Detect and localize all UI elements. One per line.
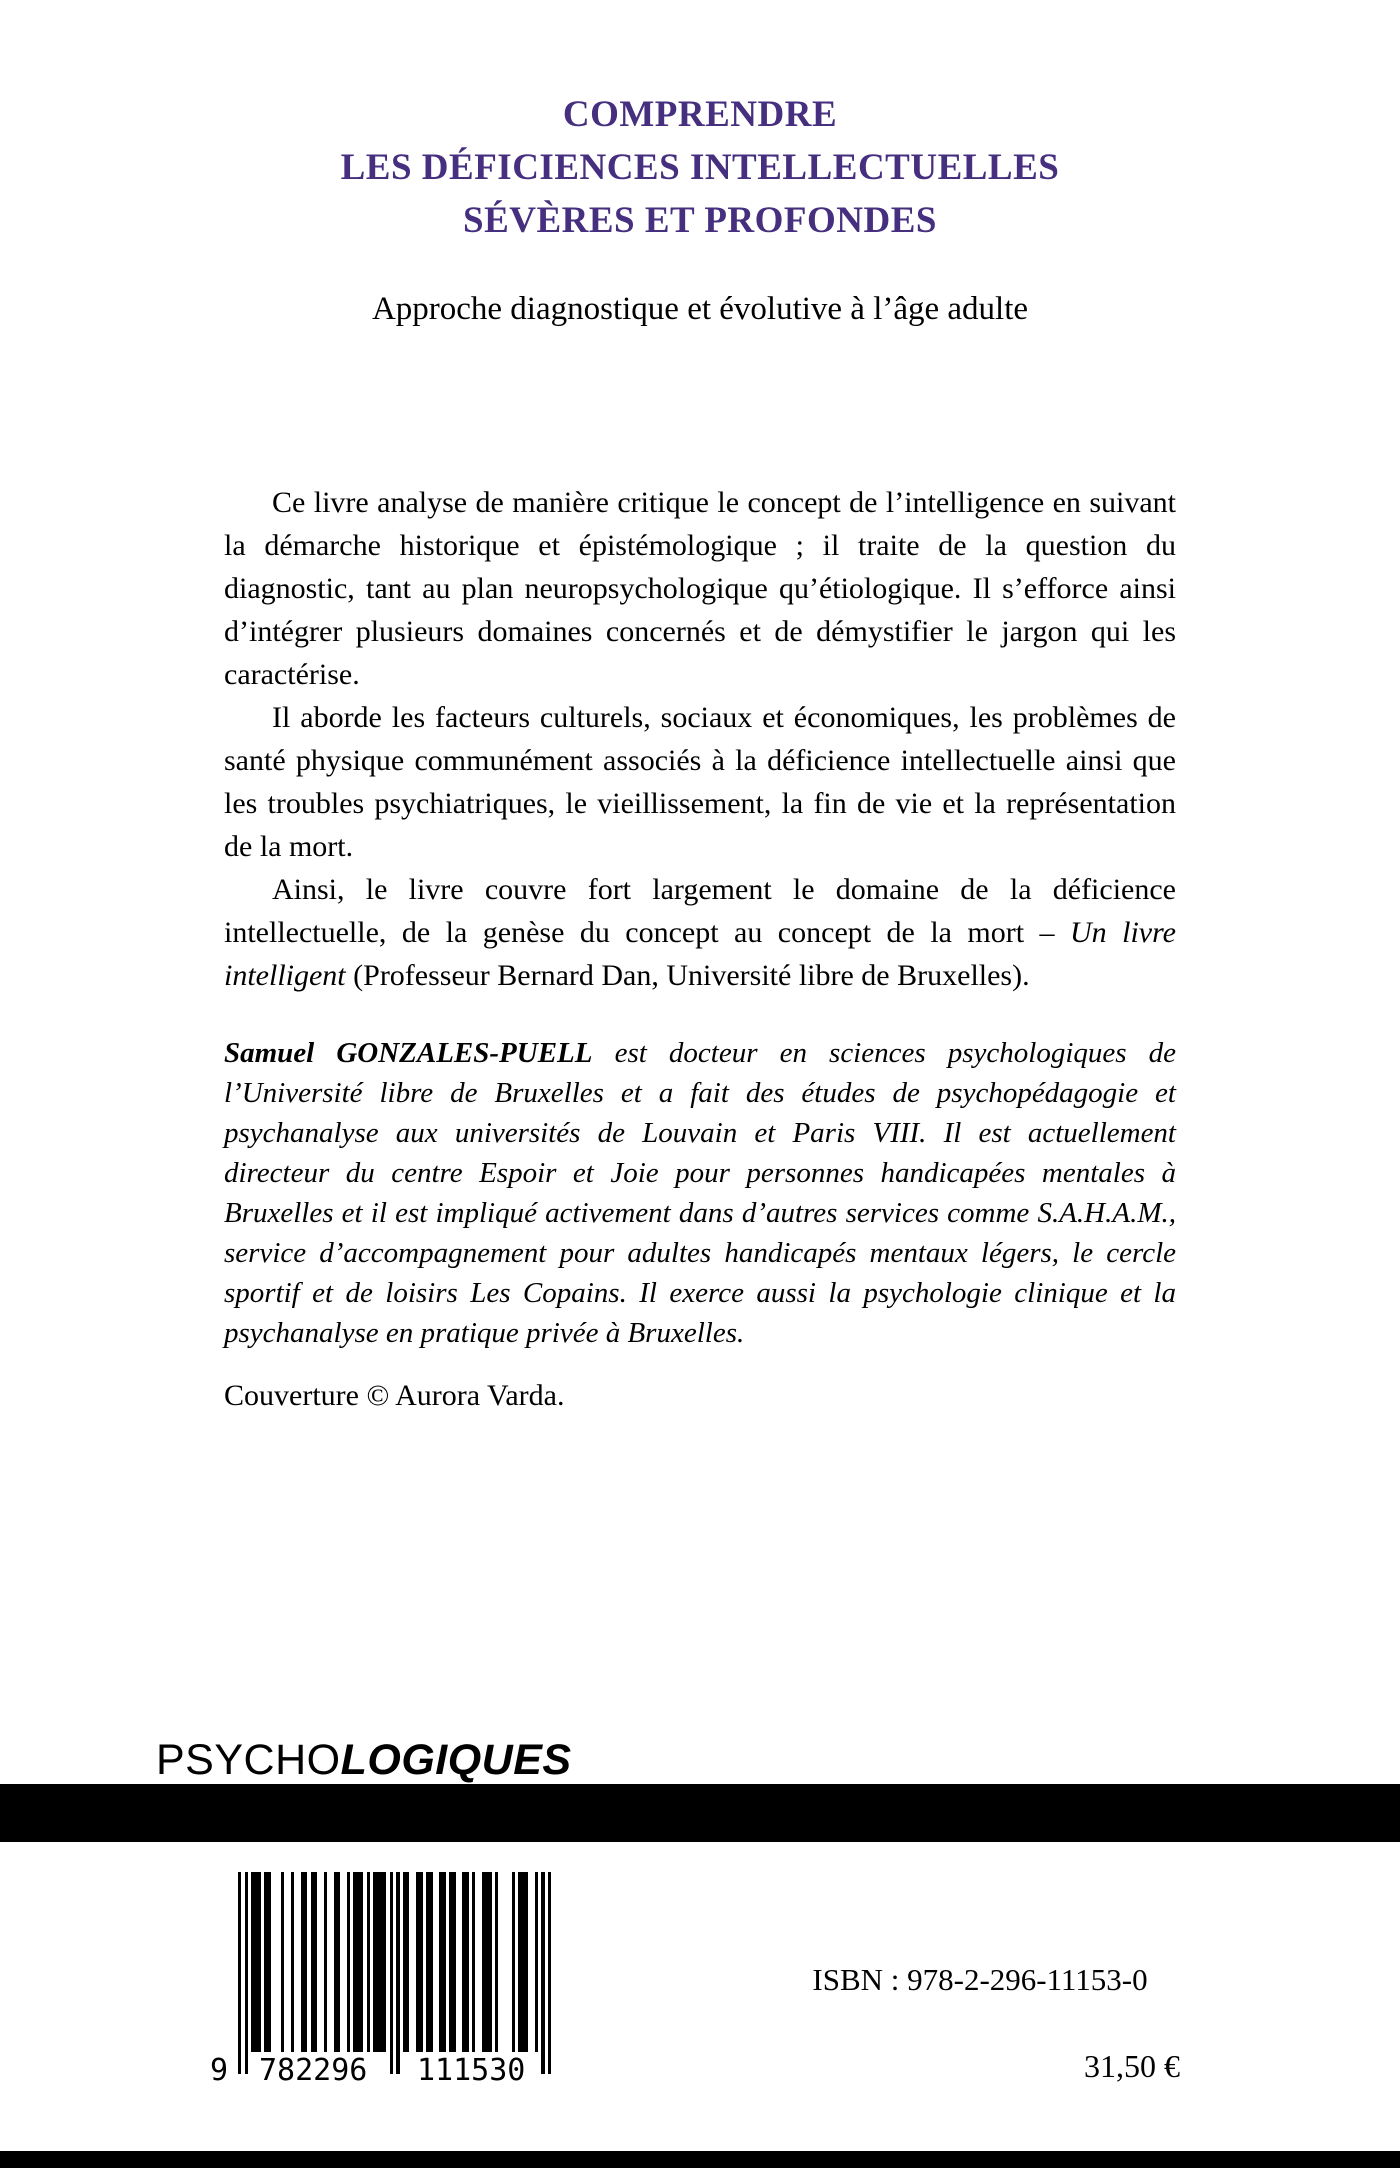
collection-logo-logiques: LOGIQUES: [340, 1736, 572, 1784]
barcode-digits: [210, 2052, 552, 2092]
price-text: 31,50 €: [1084, 2048, 1180, 2084]
barcode-digit-group1: 782296: [256, 2054, 370, 2088]
synopsis-paragraph-3-quote-title: Un livre intelligent: [224, 916, 1177, 992]
author-name: Samuel GONZALES-PUELL: [224, 1037, 593, 1069]
synopsis-paragraph-3-text: Ainsi, le livre couvre fort largement le domaine de la déficience intellectuelle, de la genèse du concept au concept de la mort –: [224, 873, 1176, 949]
horizontal-black-band: [0, 1784, 1400, 1842]
author-bio-text: est docteur en sciences psychologiques de l’Université libre de Bruxelles et a fait des études de psychopédagogie et psychanalyse aux universités de Louvain et Paris VIII. Il est actuellement directeur du centre Espoir et Joie pour personnes handicapées mentales à Bruxelles et il est impliqué activement dans d’autres services comme S.A.H.A.M., service d’accompagnement pour adultes handicapés mentaux légers, le cercle sportif et de loisirs Les Copains. Il exerce aussi la psychologie clinique et la psychanalyse en pratique privée à Bruxelles.: [224, 1037, 1176, 1349]
barcode-digit-first: 9: [210, 2053, 229, 2088]
synopsis: [224, 481, 1176, 997]
book-subtitle: Approche diagnostique et évolutive à l’âge adulte: [371, 291, 1029, 327]
author-bio: [224, 1033, 1176, 1353]
book-title-line1: COMPRENDRE: [562, 94, 838, 135]
cover-text-column: [224, 0, 1176, 1413]
ean13-barcode: [210, 1872, 552, 2102]
book-title-line3: SÉVÈRES ET PROFONDES: [463, 200, 937, 241]
barcode-digit-group2: 111530: [414, 2054, 528, 2088]
synopsis-paragraph-3-attribution: (Professeur Bernard Dan, Université libre de Bruxelles).: [345, 959, 1030, 992]
synopsis-paragraph-2: Il aborde les facteurs culturels, sociaux et économiques, les problèmes de santé physique communément associés à la déficience intellectuelle ainsi que les troubles psychiatriques, le vieillissement, la fin de vie et la représentation de la mort.: [224, 701, 1176, 863]
cover-credit: Couverture © Aurora Varda.: [224, 1379, 565, 1412]
barcode-bars: [238, 1872, 552, 2074]
book-title-line2: LES DÉFICIENCES INTELLECTUELLES: [340, 147, 1060, 188]
bottom-black-strip: [0, 2151, 1400, 2168]
collection-logo: [156, 1736, 572, 1785]
collection-logo-psycho: PSYCHO: [156, 1736, 341, 1784]
synopsis-paragraph-1: Ce livre analyse de manière critique le concept de l’intelligence en suivant la démarche historique et épistémologique ; il traite de la question du diagnostic, tant au plan neuropsychologique qu’étiologique. Il s’efforce ainsi d’intégrer plusieurs domaines concernés et de démystifier le jargon qui les caractérise.: [224, 486, 1176, 691]
synopsis-paragraph-3: [224, 868, 1176, 997]
isbn-text: ISBN : 978-2-296-11153-0: [812, 1962, 1148, 1997]
book-title: [224, 88, 1176, 247]
